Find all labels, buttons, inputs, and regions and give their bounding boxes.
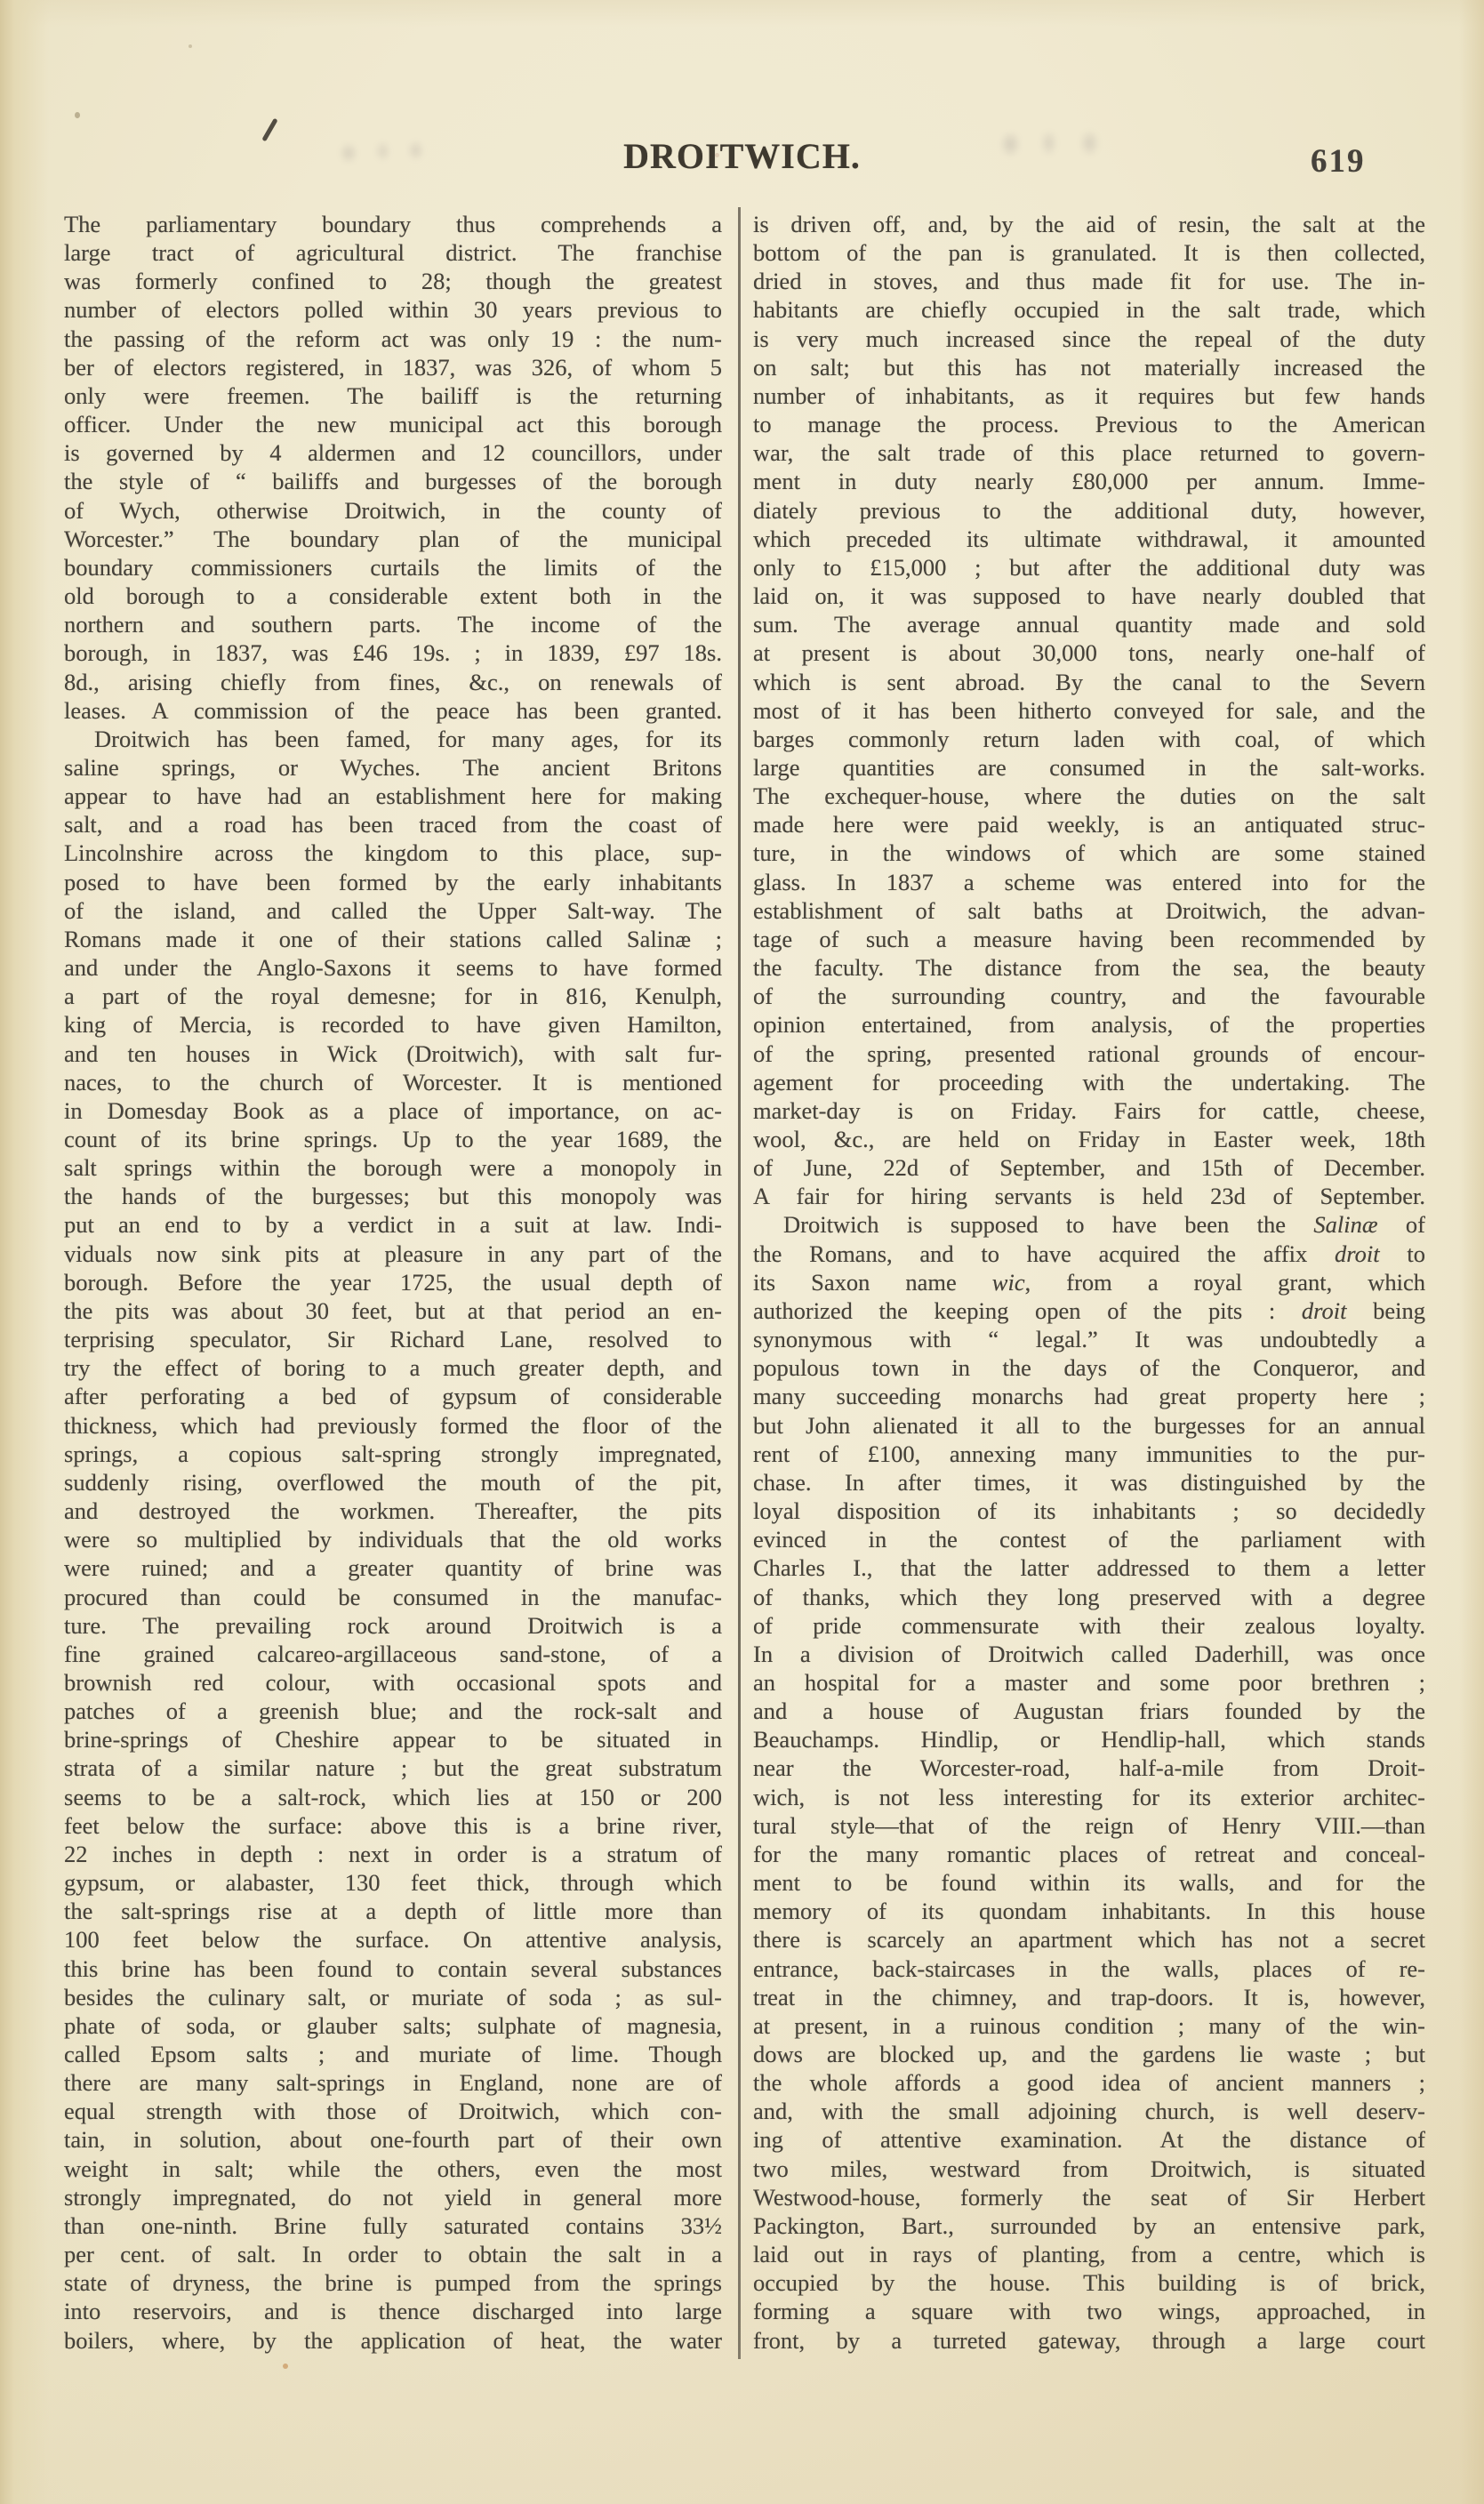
text-line: Droitwich is supposed to have been the Salinæ of (783, 1211, 1425, 1239)
text-line: feet below the surface: above this is a brine river, (64, 1811, 722, 1839)
text-line: market-day is on Friday. Fairs for cattle, cheese, (753, 1096, 1425, 1124)
text-line: of the surrounding country, and the favourable (753, 983, 1425, 1010)
text-line: fine grained calcareo-argillaceous sand-stone, of a (64, 1640, 722, 1667)
text-line: synonymous with “ legal.” It was undoubtedly a (753, 1326, 1425, 1353)
text-line: brine-springs of Cheshire appear to be situated in (64, 1726, 722, 1754)
text-line: diately previous to the additional duty, however, (753, 496, 1425, 524)
text-line: rent of £100, annexing many immunities to the pur- (753, 1440, 1425, 1467)
right-column (753, 210, 1425, 2355)
text-line: is very much increased since the repeal of the duty (753, 325, 1425, 352)
text-line: boilers, where, by the application of heat, the water (64, 2326, 722, 2354)
text-line: occupied by the house. This building is of brick, (753, 2269, 1425, 2297)
text-line: the whole affords a good idea of ancient manners ; (753, 2069, 1425, 2097)
text-line: wool, &c., are held on Friday in Easter week, 18th (753, 1126, 1425, 1152)
text-line: ing of attentive examination. At the distance of (753, 2126, 1425, 2154)
text-line: most of it has been hitherto conveyed for sale, and the (753, 696, 1425, 724)
text-line: Beauchamps. Hindlip, or Hendlip-hall, which stands (753, 1726, 1425, 1754)
text-line: borough. Before the year 1725, the usual depth of (64, 1268, 722, 1296)
text-line: a part of the royal demesne; for in 816, Kenulph, (64, 983, 722, 1010)
text-line: an hospital for a master and some poor brethren ; (753, 1668, 1425, 1696)
text-line: than one-ninth. Brine fully saturated contains 33½ (64, 2211, 722, 2239)
text-line: dried in stoves, and thus made fit for use. The in- (753, 268, 1425, 295)
text-line: northern and southern parts. The income of the (64, 611, 722, 638)
text-line: the faculty. The distance from the sea, the beauty (753, 954, 1425, 982)
text-line: and destroyed the workmen. Thereafter, the pits (64, 1497, 722, 1525)
text-line: posed to have been formed by the early inhabitants (64, 868, 722, 895)
text-line: but John alienated it all to the burgesses for an annual (753, 1411, 1425, 1439)
text-line: saline springs, or Wyches. The ancient Britons (64, 753, 722, 781)
text-line: procured than could be consumed in the manufac- (64, 1583, 722, 1610)
text-line: of thanks, which they long preserved with a degree (753, 1583, 1425, 1610)
text-line: Droitwich has been famed, for many ages, for its (94, 725, 722, 752)
text-line: patches of a greenish blue; and the rock-salt and (64, 1697, 722, 1725)
text-line: was formerly confined to 28; though the greatest (64, 268, 722, 295)
text-line: the hands of the burgesses; but this monopoly was (64, 1183, 722, 1210)
text-line: seems to be a salt-rock, which lies at 150 or 200 (64, 1783, 722, 1810)
text-line: ture. The prevailing rock around Droitwich is a (64, 1611, 722, 1639)
text-line: weight in salt; while the others, even the most (64, 2155, 722, 2182)
text-line: try the effect of boring to a much greater depth, and (64, 1354, 722, 1382)
text-line: after perforating a bed of gypsum of considerable (64, 1383, 722, 1410)
text-line: at present, in a ruinous condition ; many of the win- (753, 2011, 1425, 2039)
text-line: Romans made it one of their stations called Salinæ ; (64, 925, 722, 952)
text-line: tural style—that of the reign of Henry VIII.—than (753, 1811, 1425, 1839)
text-line: springs, a copious salt-spring strongly impregnated, (64, 1440, 722, 1467)
text-line: wich, is not less interesting for its exterior architec- (753, 1783, 1425, 1810)
text-line: leases. A commission of the peace has been granted. (64, 696, 722, 724)
text-line: only were freemen. The bailiff is the returning (64, 381, 722, 409)
text-line: the salt-springs rise at a depth of little more than (64, 1898, 722, 1925)
text-line: made here were paid weekly, is an antiquated struc- (753, 811, 1425, 839)
text-line: treat in the chimney, and trap-doors. It is, however, (753, 1983, 1425, 2010)
text-line: of pride commensurate with their zealous loyalty. (753, 1611, 1425, 1639)
text-line: appear to have had an establishment here for making (64, 782, 722, 810)
text-line: strata of a similar nature ; but the great substratum (64, 1754, 722, 1782)
text-line: thickness, which had previously formed the floor of the (64, 1411, 722, 1439)
text-line: which preceded its ultimate withdrawal, it amounted (753, 525, 1425, 552)
text-line: number of inhabitants, as it requires but few hands (753, 381, 1425, 409)
text-line: glass. In 1837 a scheme was entered into for the (753, 868, 1425, 895)
text-line: sum. The average annual quantity made and sold (753, 611, 1425, 638)
text-line: dows are blocked up, and the gardens lie waste ; but (753, 2041, 1425, 2067)
text-line: to manage the process. Previous to the American (753, 411, 1425, 438)
text-line: equal strength with those of Droitwich, which con- (64, 2098, 722, 2125)
text-line: forming a square with two wings, approached, in (753, 2298, 1425, 2325)
text-line: tage of such a measure having been recommended by (753, 925, 1425, 952)
text-line: borough, in 1837, was £46 19s. ; in 1839, £97 18s. (64, 639, 722, 667)
text-line: Packington, Bart., surrounded by an entensive park, (753, 2211, 1425, 2239)
text-line: near the Worcester-road, half-a-mile from Droit- (753, 1754, 1425, 1782)
text-line: agement for proceeding with the undertaking. The (753, 1068, 1425, 1096)
paper-speck (283, 2364, 288, 2369)
text-line: loyal disposition of its inhabitants ; so decidedly (753, 1497, 1425, 1525)
page-number: 619 (1311, 143, 1366, 180)
running-title: DROITWICH. (623, 136, 861, 176)
text-line: terprising speculator, Sir Richard Lane, resolved to (64, 1326, 722, 1353)
text-line: A fair for hiring servants is held 23d of September. (753, 1183, 1425, 1210)
text-line: large tract of agricultural district. The franchise (64, 239, 722, 267)
text-line: brownish red colour, with occasional spots and (64, 1668, 722, 1696)
text-line: and under the Anglo-Saxons it seems to have formed (64, 954, 722, 982)
text-line: strongly impregnated, do not yield in general more (64, 2183, 722, 2211)
text-line: In a division of Droitwich called Daderhill, was once (753, 1640, 1425, 1667)
text-line: called Epsom salts ; and muriate of lime. Though (64, 2041, 722, 2067)
text-line: were ruined; and a greater quantity of brine was (64, 1554, 722, 1582)
text-line: opinion entertained, from analysis, of the properties (753, 1011, 1425, 1039)
text-line: bottom of the pan is granulated. It is then collected, (753, 239, 1425, 267)
text-line: per cent. of salt. In order to obtain the salt in a (64, 2241, 722, 2268)
text-line: tain, in solution, about one-fourth part of their own (64, 2126, 722, 2154)
text-line: 8d., arising chiefly from fines, &c., on renewals of (64, 668, 722, 695)
text-line: number of electors polled within 30 years previous to (64, 296, 722, 324)
text-line: ber of electors registered, in 1837, was 326, of whom 5 (64, 353, 722, 381)
text-line: the Romans, and to have acquired the affix droit to (753, 1240, 1425, 1267)
text-line: ment in duty nearly £80,000 per annum. Imme- (753, 468, 1425, 495)
text-line: 100 feet below the surface. On attentive analysis, (64, 1926, 722, 1954)
text-line: Lincolnshire across the kingdom to this place, sup- (64, 839, 722, 867)
text-line: for the many romantic places of retreat and conceal- (753, 1840, 1425, 1867)
text-line: Charles I., that the latter addressed to them a letter (753, 1554, 1425, 1582)
text-line: chase. In after times, it was distinguished by the (753, 1468, 1425, 1496)
text-line: besides the culinary salt, or muriate of soda ; as sul- (64, 1983, 722, 2010)
text-line: the style of “ bailiffs and burgesses of the borough (64, 468, 722, 495)
text-line: Worcester.” The boundary plan of the municipal (64, 525, 722, 552)
text-line: and, with the small adjoining church, is well deserv- (753, 2098, 1425, 2125)
text-line: of the spring, presented rational grounds of encour- (753, 1039, 1425, 1067)
text-line: barges commonly return laden with coal, of which (753, 725, 1425, 752)
text-line: habitants are chiefly occupied in the salt trade, which (753, 296, 1425, 324)
text-line: there is scarcely an apartment which has not a secret (753, 1926, 1425, 1954)
text-line: ment to be found within its walls, and for the (753, 1869, 1425, 1897)
text-line: ture, in the windows of which are some stained (753, 839, 1425, 867)
text-line: establishment of salt baths at Droitwich, the advan- (753, 896, 1425, 924)
text-line: into reservoirs, and is thence discharged into large (64, 2298, 722, 2325)
text-line: the passing of the reform act was only 19 : the num- (64, 325, 722, 352)
text-line: king of Mercia, is recorded to have given Hamilton, (64, 1011, 722, 1039)
text-line: which is sent abroad. By the canal to the Severn (753, 668, 1425, 695)
text-line: old borough to a considerable extent both in the (64, 582, 722, 610)
text-line: count of its brine springs. Up to the year 1689, the (64, 1126, 722, 1152)
text-line: salt springs within the borough were a monopoly in (64, 1154, 722, 1182)
text-line: boundary commissioners curtails the limits of the (64, 553, 722, 581)
text-line: state of dryness, the brine is pumped from the springs (64, 2269, 722, 2297)
text-line: laid on, it was supposed to have nearly doubled that (753, 582, 1425, 610)
text-line: is driven off, and, by the aid of resin, the salt at the (753, 211, 1425, 237)
text-line: this brine has been found to contain several substances (64, 1954, 722, 1982)
text-line: evinced in the contest of the parliament with (753, 1526, 1425, 1553)
text-line: officer. Under the new municipal act this borough (64, 411, 722, 438)
text-line: of June, 22d of September, and 15th of December. (753, 1154, 1425, 1182)
text-line: the pits was about 30 feet, but at that period an en- (64, 1296, 722, 1324)
text-line: populous town in the days of the Conqueror, and (753, 1354, 1425, 1382)
text-line: large quantities are consumed in the salt-works. (753, 753, 1425, 781)
text-line: phate of soda, or glauber salts; sulphate of magnesia, (64, 2011, 722, 2039)
text-line: put an end to by a verdict in a suit at law. Indi- (64, 1211, 722, 1239)
paper-speck (189, 44, 192, 48)
text-line: were so multiplied by individuals that the old works (64, 1526, 722, 1553)
text-line: of the island, and called the Upper Salt-way. The (64, 896, 722, 924)
text-line: authorized the keeping open of the pits : droit being (753, 1296, 1425, 1324)
text-line: suddenly rising, overflowed the mouth of the pit, (64, 1468, 722, 1496)
text-line: of Wych, otherwise Droitwich, in the county of (64, 496, 722, 524)
text-line: two miles, westward from Droitwich, is situated (753, 2155, 1425, 2182)
text-line: and a house of Augustan friars founded by the (753, 1697, 1425, 1725)
text-line: memory of its quondam inhabitants. In this house (753, 1898, 1425, 1925)
text-line: laid out in rays of planting, from a centre, which is (753, 2241, 1425, 2268)
text-line: front, by a turreted gateway, through a large court (753, 2326, 1425, 2354)
text-line: viduals now sink pits at pleasure in any part of the (64, 1240, 722, 1267)
text-line: its Saxon name wic, from a royal grant, which (753, 1268, 1425, 1296)
column-divider-rule (738, 207, 741, 2359)
text-line: on salt; but this has not materially increased the (753, 353, 1425, 381)
text-line: in Domesday Book as a place of importance, on ac- (64, 1096, 722, 1124)
left-column (64, 210, 722, 2355)
text-line: 22 inches in depth : next in order is a stratum of (64, 1840, 722, 1867)
text-line: war, the salt trade of this place returned to govern- (753, 439, 1425, 467)
text-line: and ten houses in Wick (Droitwich), with salt fur- (64, 1039, 722, 1067)
text-line: many succeeding monarchs had great property here ; (753, 1383, 1425, 1410)
text-line: there are many salt-springs in England, none are of (64, 2069, 722, 2097)
text-line: Westwood-house, formerly the seat of Sir Herbert (753, 2183, 1425, 2211)
text-line: gypsum, or alabaster, 130 feet thick, through which (64, 1869, 722, 1897)
paper-speck (75, 112, 80, 118)
text-line: salt, and a road has been traced from the coast of (64, 811, 722, 839)
text-line: The exchequer-house, where the duties on the salt (753, 782, 1425, 810)
text-line: only to £15,000 ; but after the additional duty was (753, 553, 1425, 581)
text-line: entrance, back-staircases in the walls, places of re- (753, 1954, 1425, 1982)
text-line: at present is about 30,000 tons, nearly one-half of (753, 639, 1425, 667)
text-line: The parliamentary boundary thus comprehends a (64, 211, 722, 237)
text-line: naces, to the church of Worcester. It is mentioned (64, 1068, 722, 1096)
text-line: is governed by 4 aldermen and 12 councillors, under (64, 439, 722, 467)
